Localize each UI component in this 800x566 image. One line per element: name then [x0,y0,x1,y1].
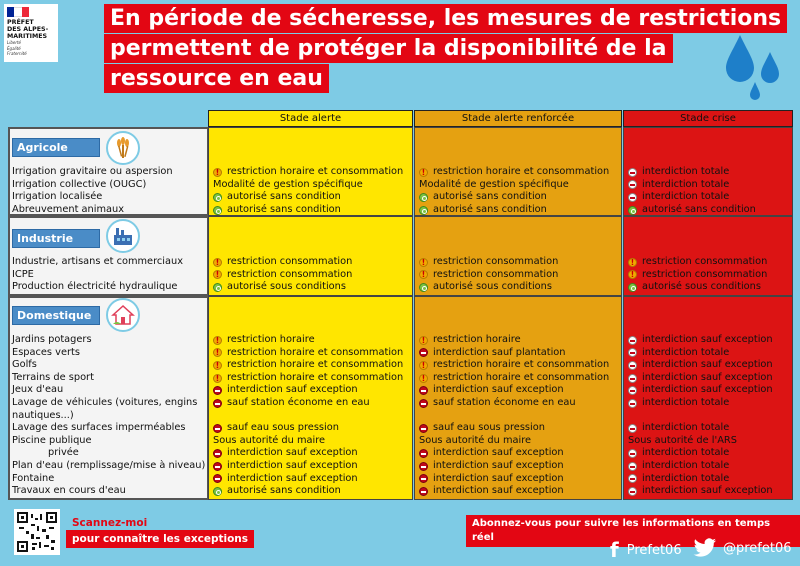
restriction-cell [628,359,773,372]
restriction-cell [419,447,564,460]
forbidden-icon [628,399,637,408]
check-icon [628,283,637,292]
restriction-cell [628,460,729,473]
forbidden-icon [419,449,428,458]
restriction-text: interdiction totale [642,346,730,358]
restriction-text: interdiction totale [642,178,730,190]
restriction-text: restriction horaire et consommation [227,346,404,358]
restriction-text: interdiction sauf exception [227,384,358,396]
restriction-cell [419,372,609,385]
check-icon [213,487,222,496]
row-label: Plan d'eau (remplissage/mise à niveau) [12,460,206,471]
restriction-text: interdiction sauf exception [433,472,564,484]
forbidden-icon [419,474,428,483]
restriction-cell [628,204,756,217]
restriction-cell [213,359,403,372]
forbidden-icon [628,168,637,177]
page-title [104,4,782,94]
restriction-cell [419,281,552,294]
title-line3: ressource en eau [104,64,329,93]
row-label: Industrie, artisans et commerciaux [12,256,184,267]
restriction-cell [213,191,341,204]
logo-motto3: Fraternité [7,51,27,56]
warning-icon [628,270,637,279]
restriction-cell [213,166,403,179]
warning-icon [419,361,428,370]
restriction-text: restriction consommation [227,256,353,267]
restriction-text: autorisé sans condition [433,191,547,203]
wheat-icon [106,131,140,165]
restriction-cell [213,384,358,397]
restriction-text: sauf eau sous pression [227,422,339,434]
restriction-text: autorisé sans condition [227,203,341,215]
row-label: Abreuvement animaux [12,203,125,215]
warning-icon [419,258,428,267]
row-label: Fontaine [12,472,55,484]
restriction-text: Sous autorité du maire [419,434,532,446]
restriction-text: restriction horaire et consommation [433,371,610,383]
restriction-text: Modalité de gestion spécifique [419,178,569,190]
row-label: ICPE [12,268,34,280]
restriction-cell [628,179,729,192]
forbidden-icon [419,487,428,496]
restriction-cell [213,204,341,217]
logo-line2: DES ALPES- [7,26,49,33]
warning-icon [213,336,222,345]
row-label: Espaces verts [12,346,80,358]
warning-icon [419,168,428,177]
restriction-cell [628,269,767,282]
forbidden-icon [628,449,637,458]
restriction-cell [419,473,564,486]
restriction-text: interdiction sauf exception [227,447,358,459]
row-label-continued: nautiques...) [12,409,74,421]
restriction-cell [213,422,339,435]
restriction-text: interdiction sauf exception [642,384,773,396]
restriction-text: sauf station économe en eau [433,397,576,408]
row-label: Lavage des surfaces imperméables [12,422,186,434]
restriction-text: restriction consommation [642,256,768,267]
section-badge-agricole: Agricole [12,138,100,157]
logo-motto2: Égalité [7,45,21,51]
restriction-cell [628,397,729,410]
restriction-cell [628,485,773,498]
restriction-text: interdiction sauf exception [227,460,358,471]
warning-icon [419,270,428,279]
restriction-text: interdiction totale [642,166,730,177]
restriction-cell [419,191,547,204]
restriction-text: restriction consommation [642,268,768,280]
restriction-cell [213,179,363,192]
row-label: Jardins potagers [12,334,92,345]
restriction-text: interdiction sauf exception [642,371,773,383]
forbidden-icon [628,348,637,357]
stage-header-crise: Stade crise [623,110,793,127]
warning-icon [419,374,428,383]
restriction-cell [213,256,352,269]
restriction-cell [628,473,729,486]
forbidden-icon [628,336,637,345]
restriction-text: Sous autorité du maire [213,434,326,446]
forbidden-icon [419,399,428,408]
restriction-text: autorisé sans condition [433,203,547,215]
restriction-cell [419,460,564,473]
forbidden-icon [419,348,428,357]
restriction-cell [213,372,403,385]
restriction-cell [419,485,564,498]
restriction-text: interdiction sauf exception [642,359,773,371]
facebook-icon: f [610,538,619,562]
warning-icon [213,348,222,357]
facebook-link[interactable] [610,538,682,562]
restriction-cell [419,435,531,448]
restriction-text: autorisé sans condition [227,191,341,203]
restriction-text: interdiction sauf exception [642,485,773,497]
check-icon [213,206,222,215]
restriction-cell [628,347,729,360]
restriction-text: interdiction totale [642,460,730,471]
forbidden-icon [419,462,428,471]
restriction-text: autorisé sans condition [227,485,341,497]
row-label: Irrigation localisée [12,191,103,203]
restriction-text: restriction horaire et consommation [227,359,404,371]
restriction-cell [419,422,545,435]
row-label: Production électricité hydraulique [12,281,178,293]
subscribe-banner: Abonnez-vous pour suivre les informations en temps réel [466,515,800,547]
row-label: Travaux en cours d'eau [12,485,126,497]
forbidden-icon [628,462,637,471]
restriction-cell [213,347,403,360]
restriction-cell [213,447,358,460]
qr-code[interactable] [14,509,60,555]
forbidden-icon [628,474,637,483]
forbidden-icon [628,374,637,383]
forbidden-icon [213,424,222,433]
prefecture-logo [4,4,58,62]
restriction-cell [213,435,325,448]
restriction-text: restriction horaire et consommation [227,166,404,177]
twitter-handle: @prefet06 [723,540,792,556]
row-label: privée [48,447,79,459]
restriction-text: interdiction sauf exception [433,485,564,497]
restriction-cell [419,347,566,360]
restriction-text: autorisé sous conditions [433,281,552,293]
restriction-cell [628,384,773,397]
scan-label-1: Scannez-moi [72,517,148,529]
row-label: Golfs [12,359,37,371]
restriction-cell [213,269,352,282]
facebook-handle: Prefet06 [626,542,682,558]
restriction-text: interdiction sauf exception [642,334,773,345]
restriction-text: interdiction totale [642,191,730,203]
restriction-text: sauf station économe en eau [227,397,370,408]
restriction-cell [628,435,737,448]
section-badge-industrie: Industrie [12,229,100,248]
restriction-cell [419,269,558,282]
row-label: Irrigation collective (OUGC) [12,178,147,190]
warning-icon [213,168,222,177]
restriction-cell [419,397,576,410]
forbidden-icon [628,386,637,395]
forbidden-icon [213,474,222,483]
twitter-icon [693,538,717,558]
title-line1: En période de sécheresse, les mesures de restrictions [104,4,787,33]
forbidden-icon [628,424,637,433]
check-icon [419,283,428,292]
restriction-cell [628,281,761,294]
warning-icon [419,336,428,345]
check-icon [419,193,428,202]
forbidden-icon [213,449,222,458]
restriction-text: sauf eau sous pression [433,422,545,434]
forbidden-icon [419,386,428,395]
restriction-text: Modalité de gestion spécifique [213,178,363,190]
restriction-cell [213,473,358,486]
check-icon [213,283,222,292]
row-label: Terrains de sport [12,371,94,383]
restriction-text: interdiction totale [642,397,730,408]
warning-icon [213,270,222,279]
restriction-text: restriction consommation [227,268,353,280]
restriction-text: restriction horaire et consommation [433,166,610,177]
house-icon [106,298,140,332]
restriction-text: interdiction sauf plantation [433,346,566,358]
forbidden-icon [419,424,428,433]
restriction-cell [628,256,767,269]
restriction-cell [419,166,609,179]
restriction-cell [213,397,370,410]
logo-line1: PRÉFET [7,19,34,26]
french-flag-icon [7,7,29,17]
restriction-cell [628,191,729,204]
restriction-cell [213,281,346,294]
warning-icon [213,361,222,370]
restriction-text: Sous autorité de l'ARS [628,434,737,446]
forbidden-icon [628,180,637,189]
forbidden-icon [213,399,222,408]
logo-line3: MARITIMES [7,33,48,40]
restriction-cell [628,372,773,385]
row-label: Lavage de véhicules (voitures, engins [12,397,198,408]
restriction-cell [213,460,358,473]
restriction-text: autorisé sous conditions [227,281,346,293]
restriction-text: restriction consommation [433,268,559,280]
forbidden-icon [628,361,637,370]
restriction-text: interdiction sauf exception [433,460,564,471]
restriction-text: restriction horaire [227,334,315,345]
restriction-text: autorisé sous conditions [642,281,761,293]
restriction-cell [419,204,547,217]
row-label: Jeux d'eau [12,384,64,396]
restriction-text: interdiction sauf exception [433,384,564,396]
row-label: Piscine publique [12,434,92,446]
water-drops-icon [722,30,792,105]
restriction-cell [419,334,521,347]
restriction-text: restriction horaire [433,334,521,345]
forbidden-icon [213,386,222,395]
forbidden-icon [628,487,637,496]
stage-header-alerte: Stade alerte [208,110,413,127]
restriction-cell [419,359,609,372]
restriction-cell [628,166,729,179]
restriction-cell [419,384,564,397]
check-icon [213,193,222,202]
restriction-text: interdiction totale [642,422,730,434]
title-line2: permettent de protéger la disponibilité de la [104,34,673,63]
restriction-text: interdiction sauf exception [433,447,564,459]
restriction-text: restriction horaire et consommation [433,359,610,371]
restriction-cell [628,334,773,347]
forbidden-icon [213,462,222,471]
restriction-text: interdiction sauf exception [227,472,358,484]
twitter-link[interactable] [693,538,792,558]
stage-header-renforcee: Stade alerte renforcée [414,110,622,127]
restriction-text: restriction horaire et consommation [227,371,404,383]
restriction-text: interdiction totale [642,447,730,459]
row-label: Irrigation gravitaire ou aspersion [12,166,173,177]
forbidden-icon [628,193,637,202]
section-badge-domestique: Domestique [12,306,100,325]
restriction-cell [213,334,315,347]
restriction-cell [419,256,558,269]
restriction-text: autorisé sans condition [642,203,756,215]
scan-label-2: pour connaître les exceptions [66,530,254,548]
restriction-cell [213,485,341,498]
logo-motto1: Liberté [7,40,22,45]
check-icon [419,206,428,215]
factory-icon [106,219,140,253]
warning-icon [213,374,222,383]
warning-icon [213,258,222,267]
restriction-cell [419,179,569,192]
restriction-cell [628,422,729,435]
check-icon [628,206,637,215]
restriction-text: restriction consommation [433,256,559,267]
warning-icon [628,258,637,267]
restriction-text: interdiction totale [642,472,730,484]
restriction-cell [628,447,729,460]
